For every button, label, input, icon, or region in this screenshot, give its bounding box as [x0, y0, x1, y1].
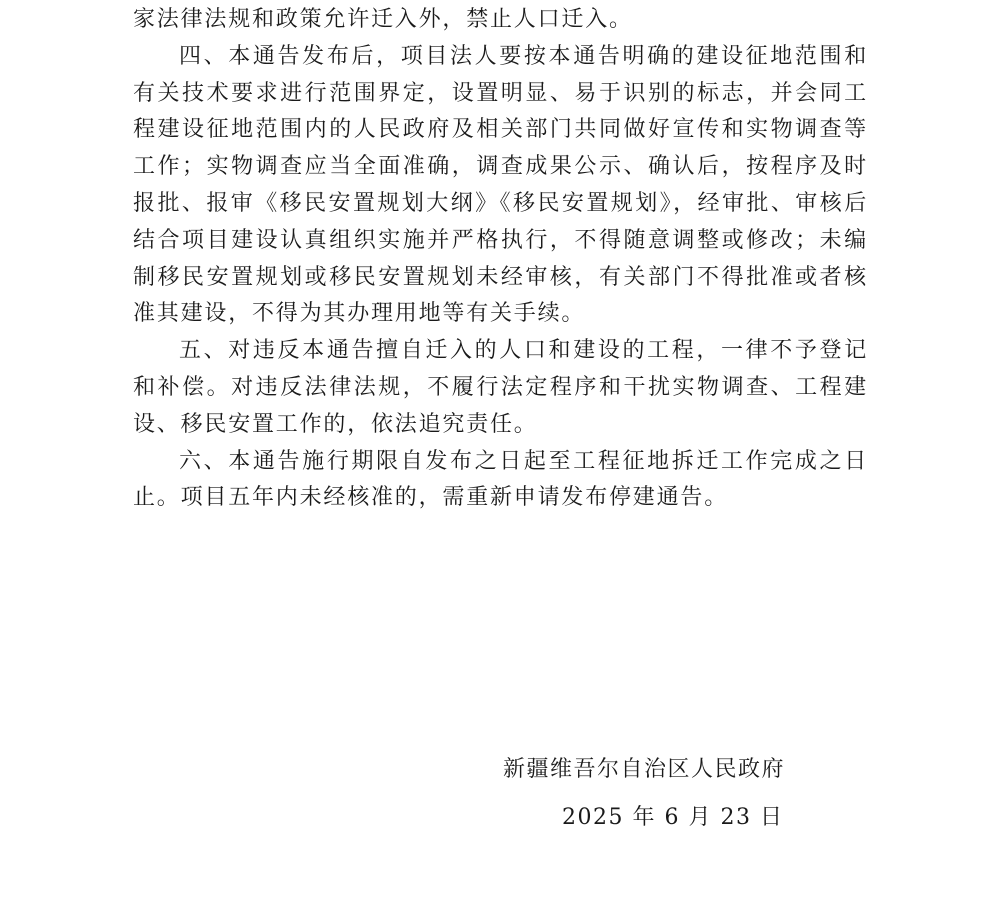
document-body	[133, 0, 868, 517]
paragraph-item-six: 六、本通告施行期限自发布之日起至工程征地拆迁工作完成之日止。项目五年内未经核准的，需重新申请发布停建通告。	[133, 448, 868, 511]
paragraph-item-five: 五、对违反本通告擅自迁入的人口和建设的工程，一律不予登记和补偿。对违反法律法规，不履行法定程序和干扰实物调查、工程建设、移民安置工作的，依法追究责任。	[133, 338, 868, 437]
paragraph-continued: 家法律法规和政策允许迁入外，禁止人口迁入。	[133, 7, 633, 32]
issue-date: 2025 年 6 月 23 日	[562, 805, 784, 830]
issuer-signature: 新疆维吾尔自治区人民政府	[503, 757, 786, 782]
paragraph-item-four: 四、本通告发布后，项目法人要按本通告明确的建设征地范围和有关技术要求进行范围界定，设置明显、易于识别的标志，并会同工程建设征地范围内的人民政府及相关部门共同做好宣传和实物调查等工作；实物调查应当全面准确，调查成果公示、确认后，按程序及时报批、报审《移民安置规划大纲》《移民安置规划》，经审批、审核后结合项目建设认真组织实施并严格执行，不得随意调整或修改；未编制移民安置规划或移民安置规划未经审核，有关部门不得批准或者核准其建设，不得为其办理用地等有关手续。	[133, 43, 868, 327]
